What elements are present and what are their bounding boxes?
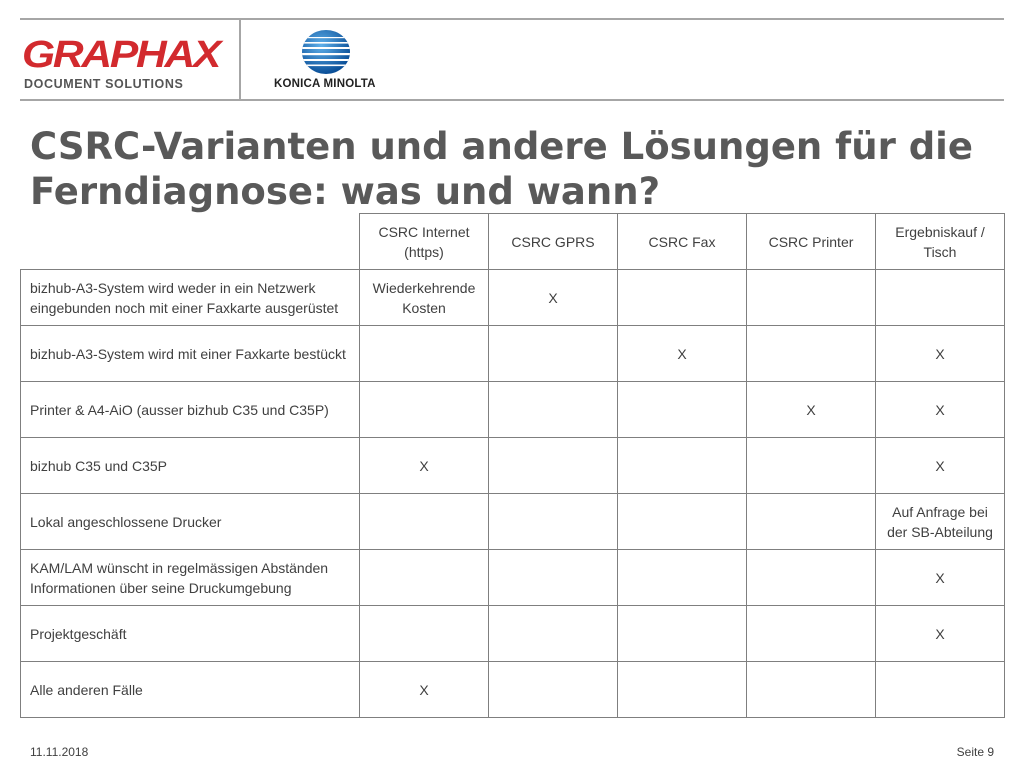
table-cell (360, 606, 489, 662)
table-cell (489, 662, 618, 718)
row-label: bizhub-A3-System wird mit einer Faxkarte bestückt (21, 326, 360, 382)
column-header: CSRC Fax (618, 214, 747, 270)
row-label: Printer & A4-AiO (ausser bizhub C35 und C35P) (21, 382, 360, 438)
table-cell: X (747, 382, 876, 438)
table-cell: X (876, 326, 1005, 382)
table-cell (360, 382, 489, 438)
table-cell (618, 606, 747, 662)
column-header: CSRC Printer (747, 214, 876, 270)
table-cell (747, 662, 876, 718)
page-title: CSRC-Varianten und andere Lösungen für die Ferndiagnose: was und wann? (30, 125, 973, 213)
table-cell (747, 494, 876, 550)
table-cell (360, 550, 489, 606)
table-cell (747, 326, 876, 382)
table-cell (489, 606, 618, 662)
column-header: Ergebniskauf / Tisch (876, 214, 1005, 270)
table-cell (360, 326, 489, 382)
table-cell (876, 270, 1005, 326)
table-row (21, 382, 1005, 438)
row-label: bizhub-A3-System wird weder in ein Netzwerk eingebunden noch mit einer Faxkarte ausgerüstet (21, 270, 360, 326)
row-label: bizhub C35 und C35P (21, 438, 360, 494)
table-cell (618, 270, 747, 326)
column-header: CSRC Internet (https) (360, 214, 489, 270)
header-rule (20, 99, 1004, 101)
table-cell: Auf Anfrage bei der SB-Abteilung (876, 494, 1005, 550)
row-label: KAM/LAM wünscht in regelmässigen Abständen Informationen über seine Druckumgebung (21, 550, 360, 606)
table-cell (489, 326, 618, 382)
table-cell (747, 606, 876, 662)
table-row (21, 494, 1005, 550)
page-number: Seite 9 (956, 745, 994, 759)
row-label: Projektgeschäft (21, 606, 360, 662)
table-cell (489, 550, 618, 606)
konica-minolta-logo (268, 28, 388, 94)
table-row (21, 550, 1005, 606)
table-cell (618, 662, 747, 718)
top-rule (20, 18, 1004, 20)
table-row (21, 662, 1005, 718)
graphax-logo (22, 34, 220, 92)
table-cell (618, 438, 747, 494)
table-cell (747, 438, 876, 494)
table-row (21, 326, 1005, 382)
comparison-table (20, 213, 1005, 718)
logo-separator (239, 20, 241, 100)
table-cell (489, 494, 618, 550)
table-cell: X (618, 326, 747, 382)
table-cell (618, 550, 747, 606)
graphax-logo-tagline: DOCUMENT SOLUTIONS (24, 77, 184, 91)
row-label: Alle anderen Fälle (21, 662, 360, 718)
table-row (21, 606, 1005, 662)
table-cell: X (489, 270, 618, 326)
table-cell (489, 382, 618, 438)
row-label: Lokal angeschlossene Drucker (21, 494, 360, 550)
table-corner-cell (21, 214, 360, 270)
table-row (21, 438, 1005, 494)
konica-sphere-icon (300, 28, 352, 76)
table-cell: X (360, 662, 489, 718)
konica-minolta-wordmark: KONICA MINOLTA (274, 78, 376, 90)
table-cell (489, 438, 618, 494)
table-cell: X (876, 606, 1005, 662)
table-header-row (21, 214, 1005, 270)
graphax-logo-word: GRAPHAX (22, 34, 220, 76)
table-cell: X (876, 438, 1005, 494)
table-cell (747, 550, 876, 606)
table-cell (747, 270, 876, 326)
table-cell: Wiederkehrende Kosten (360, 270, 489, 326)
footer-date: 11.11.2018 (30, 745, 89, 759)
table-cell: X (876, 550, 1005, 606)
table-cell (360, 494, 489, 550)
table-cell (618, 382, 747, 438)
table-cell: X (876, 382, 1005, 438)
table-cell (876, 662, 1005, 718)
table-row (21, 270, 1005, 326)
table-cell (618, 494, 747, 550)
table-cell: X (360, 438, 489, 494)
column-header: CSRC GPRS (489, 214, 618, 270)
